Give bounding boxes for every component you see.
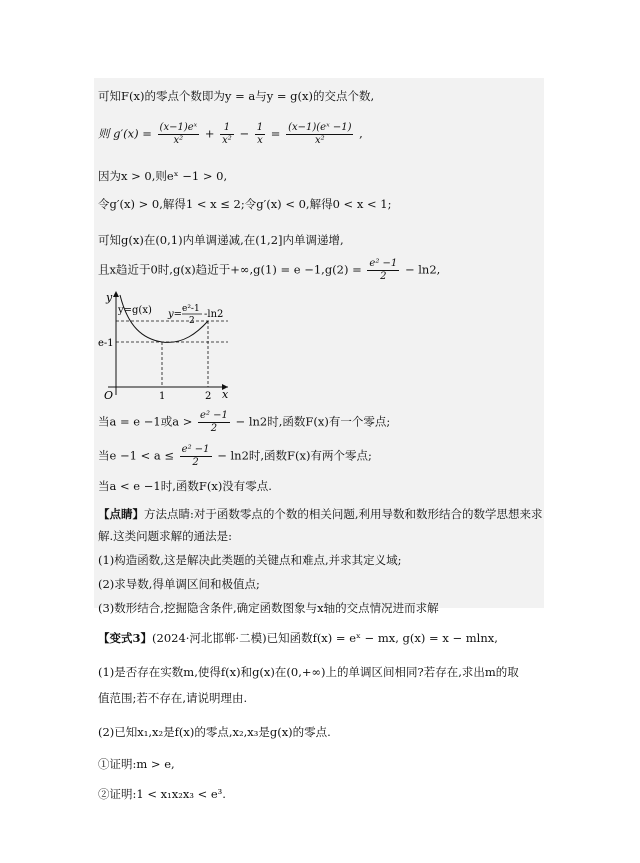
line-intervals: 令g′(x) > 0,解得1 < x ≤ 2;令g′(x) < 0,解得0 < x < 1; (98, 197, 392, 211)
x-tick-1: 1 (159, 391, 166, 402)
origin-label: O (104, 389, 114, 402)
line-variant-3: 【变式3】(2024·河北邯郸·二模)已知函数f(x) = eˣ − mx, g(x) = x − mlnx, (98, 631, 498, 645)
function-graph (98, 287, 232, 403)
line-step-3: (3)数形结合,挖掘隐含条件,确定函数图象与x轴的交点情况进而求解 (98, 601, 439, 615)
fraction: $\frac{\text{(x−1)eˣ}}{\text{x²}}$ (159, 122, 198, 146)
line-question-1: (1)是否存在实数m,使得f(x)和g(x)在(0,+∞)上的单调区间相同?若存在,求出m的取 (98, 665, 519, 679)
x-axis-label: x (222, 388, 229, 401)
line-monotonic: 可知g(x)在(0,1)内单调递减,在(1,2]内单调递增, (98, 233, 344, 247)
value-label-den: 2 (189, 316, 195, 326)
line-step-2: (2)求导数,得单调区间和极值点; (98, 577, 260, 591)
variant-tag: 【变式3】 (98, 631, 153, 645)
line-proof-2: ②证明:1 < x₁x₂x₃ < e³. (98, 787, 226, 801)
line-derivative: 则 g′(x) = $\frac{\text{(x−1)eˣ}}{\text{x²}}$ + $\frac{1}{\text{x²}}$ − $\frac{1}{x}$ = $\frac{\text{(x−1)(eˣ −1)}}{\text{x²}}$ , (98, 122, 363, 146)
line-two-zeros: 当e −1 < a ≤ $\frac{\text{e² −1}}{2}$ − ln2时,函数F(x)有两个零点; (98, 444, 372, 468)
line-proof-1: ①证明:m > e, (98, 757, 175, 771)
value-label-prefix: y= (168, 309, 183, 320)
curve-g (120, 295, 208, 342)
curve-label: y=g(x) (118, 305, 152, 316)
fraction: $\frac{\text{(x−1)(eˣ −1)}}{\text{x²}}$ (288, 122, 352, 146)
fraction: $\frac{\text{e² −1}}{2}$ (181, 444, 210, 468)
fraction: $\frac{1}{x}$ (256, 122, 264, 146)
x-tick-2: 2 (205, 391, 212, 402)
y-axis-arrow (113, 291, 119, 297)
value-label-num: e²-1 (182, 304, 200, 314)
line-limits: 且x趋近于0时,g(x)趋近于+∞,g(1) = e −1,g(2) = $\frac{\text{e² −1}}{2}$ − ln2, (98, 258, 441, 282)
y-axis-label: y (106, 291, 113, 304)
line-remark: 【点睛】方法点睛:对于函数零点的个数的相关问题,利用导数和数形结合的数学思想来求 (98, 507, 543, 521)
line-zero-count: 可知F(x)的零点个数即为y = a与y = g(x)的交点个数, (98, 89, 375, 103)
remark-tag: 【点睛】 (98, 507, 144, 521)
line-question-2: (2)已知x₁,x₂是f(x)的零点,x₂,x₃是g(x)的零点. (98, 725, 331, 739)
line-one-zero: 当a = e −1或a > $\frac{\text{e² −1}}{2}$ − ln2时,函数F(x)有一个零点; (98, 410, 391, 434)
value-label-tail: -ln2 (204, 309, 224, 320)
fraction: $\frac{\text{e² −1}}{2}$ (369, 258, 398, 282)
y-tick-e-minus-1: e-1 (98, 338, 114, 349)
line-positive: 因为x > 0,则eˣ −1 > 0, (98, 169, 228, 183)
fraction: $\frac{1}{\text{x²}}$ (222, 122, 232, 146)
line-step-1: (1)构造函数,这是解决此类题的关键点和难点,并求其定义域; (98, 553, 402, 567)
line-remark-cont: 解.这类问题求解的通法是: (98, 529, 233, 543)
line-no-zero: 当a < e −1时,函数F(x)没有零点. (98, 479, 272, 493)
line-question-1-cont: 值范围;若不存在,请说明理由. (98, 691, 248, 705)
fraction: $\frac{\text{e² −1}}{2}$ (200, 410, 228, 434)
